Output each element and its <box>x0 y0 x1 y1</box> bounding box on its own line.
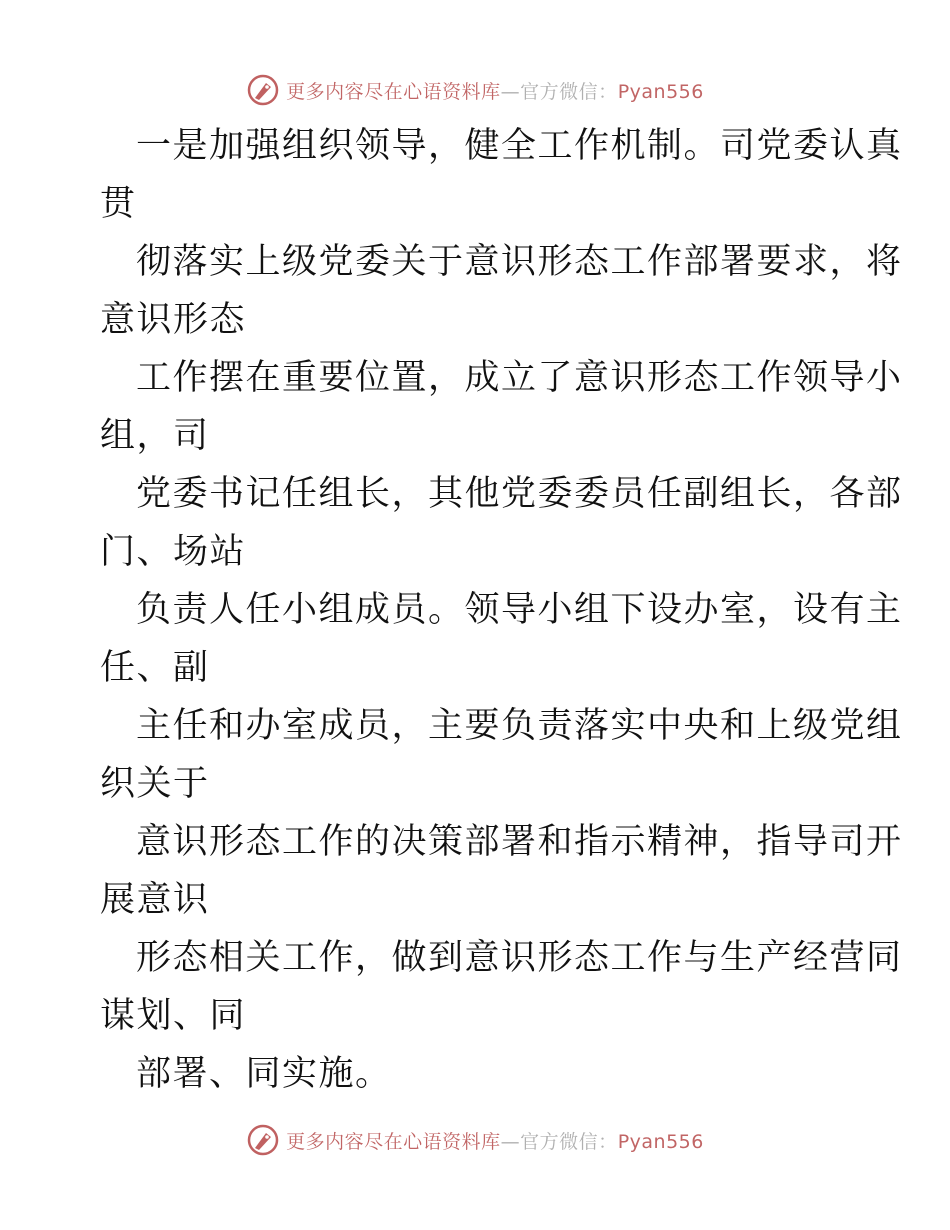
watermark-brand: 更多内容尽在心语资料库 <box>286 80 501 103</box>
paragraph-line: 门、场站 <box>100 532 247 572</box>
pen-nib-logo-icon <box>246 73 280 107</box>
watermark-wechat-id: Pyan556 <box>617 1130 704 1153</box>
paragraph-line: 工作摆在重要位置，成立了意识形态工作领导小 <box>136 358 903 398</box>
watermark-separator: — <box>500 1130 521 1153</box>
paragraph-line: 意识形态工作的决策部署和指示精神，指导司开 <box>136 822 903 862</box>
paragraph-line: 展意识 <box>100 880 210 920</box>
watermark-text <box>286 1127 704 1154</box>
paragraph-line: 负责人任小组成员。领导小组下设办室，设有主 <box>136 590 903 630</box>
watermark-text <box>286 77 704 104</box>
paragraph-line: 意识形态 <box>100 300 247 340</box>
paragraph-line: 形态相关工作，做到意识形态工作与生产经营同 <box>136 938 903 978</box>
paragraph-line: 主任和办室成员，主要负责落实中央和上级党组 <box>136 706 903 746</box>
paragraph-line: 织关于 <box>100 764 210 804</box>
paragraph-line: 部署、同实施。 <box>136 1054 392 1094</box>
paragraph-line: 贯 <box>100 184 137 224</box>
watermark-wechat-id: Pyan556 <box>617 80 704 103</box>
paragraph-line: 谋划、同 <box>100 996 247 1036</box>
paragraph-line: 任、副 <box>100 648 210 688</box>
paragraph-line: 组，司 <box>100 416 210 456</box>
footer-watermark <box>0 1122 950 1158</box>
paragraph-line: 彻落实上级党委关于意识形态工作部署要求，将 <box>136 242 903 282</box>
paragraph-line: 一是加强组织领导，健全工作机制。司党委认真 <box>136 126 903 166</box>
header-watermark <box>0 72 950 108</box>
paragraph-line: 党委书记任组长，其他党委委员任副组长，各部 <box>136 474 903 514</box>
watermark-wechat-label: 官方微信： <box>520 80 618 103</box>
watermark-brand: 更多内容尽在心语资料库 <box>286 1130 501 1153</box>
pen-nib-logo-icon <box>246 1123 280 1157</box>
watermark-wechat-label: 官方微信： <box>520 1130 618 1153</box>
watermark-separator: — <box>500 80 521 103</box>
